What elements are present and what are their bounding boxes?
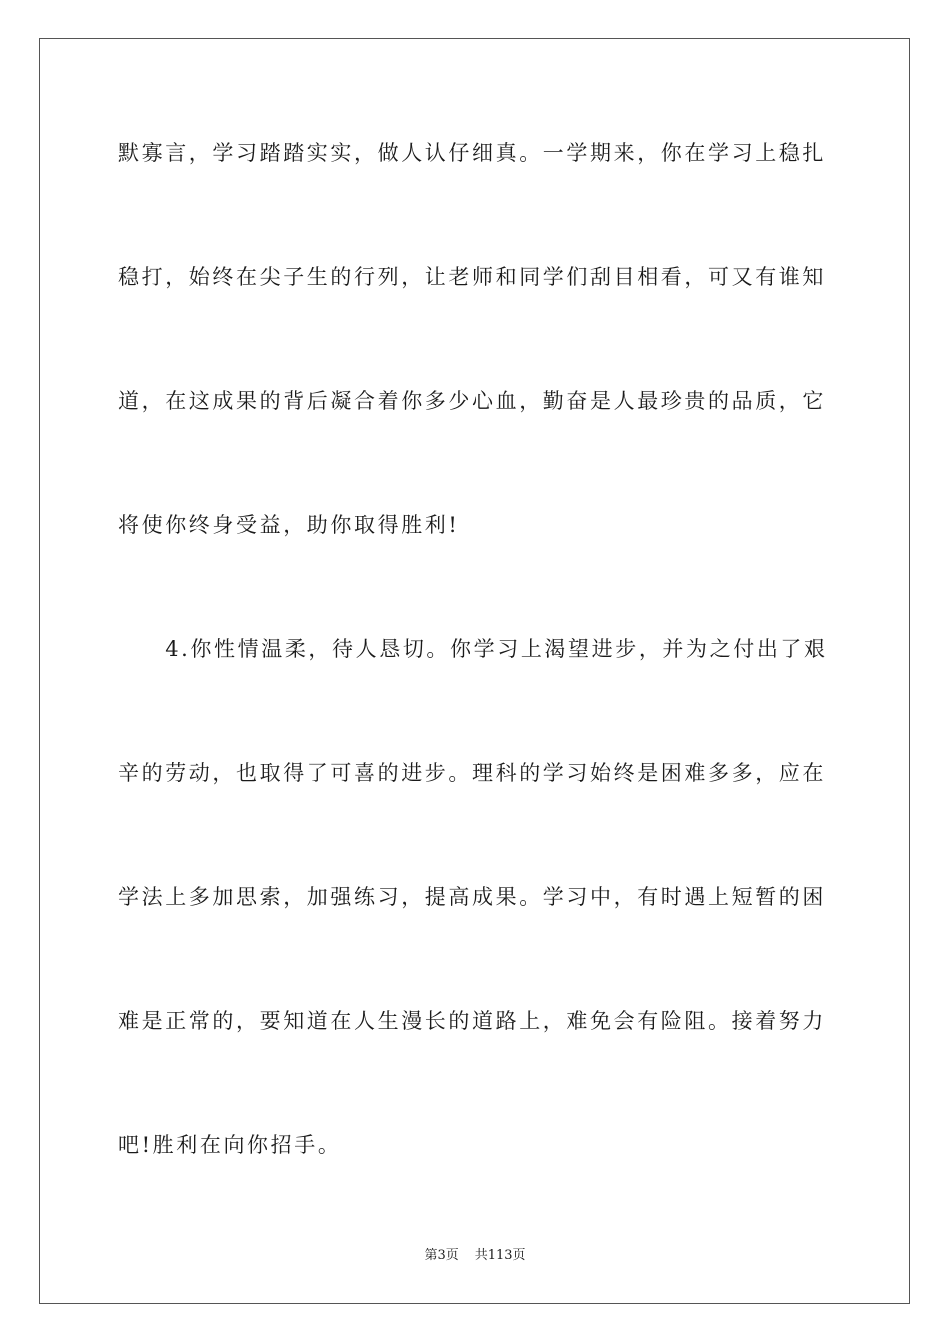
document-body — [118, 122, 832, 1176]
text-line: 吧!胜利在向你招手。 — [118, 1133, 342, 1157]
text-line: 稳打，始终在尖子生的行列，让老师和同学们刮目相看，可又有谁知 — [118, 265, 826, 289]
text-line: 难是正常的，要知道在人生漫长的道路上，难免会有险阻。接着努力 — [118, 1009, 826, 1033]
text-line: 辛的劳动，也取得了可喜的进步。理科的学习始终是困难多多，应在 — [118, 761, 826, 785]
text-line: 将使你终身受益，助你取得胜利! — [118, 513, 460, 537]
text-line: 道，在这成果的背后凝合着你多少心血，勤奋是人最珍贵的品质，它 — [118, 389, 826, 413]
page-total: 共113页 — [474, 1248, 526, 1263]
text-line: 学法上多加思索，加强练习，提高成果。学习中，有时遇上短暂的困 — [118, 885, 826, 909]
text-line: 默寡言，学习踏踏实实，做人认仔细真。一学期来，你在学习上稳扎 — [118, 141, 826, 165]
page-number: 第3页 — [424, 1248, 459, 1263]
text-line: 4.你性情温柔，待人恳切。你学习上渴望进步，并为之付出了艰 — [118, 637, 828, 661]
page-footer — [0, 1246, 950, 1266]
